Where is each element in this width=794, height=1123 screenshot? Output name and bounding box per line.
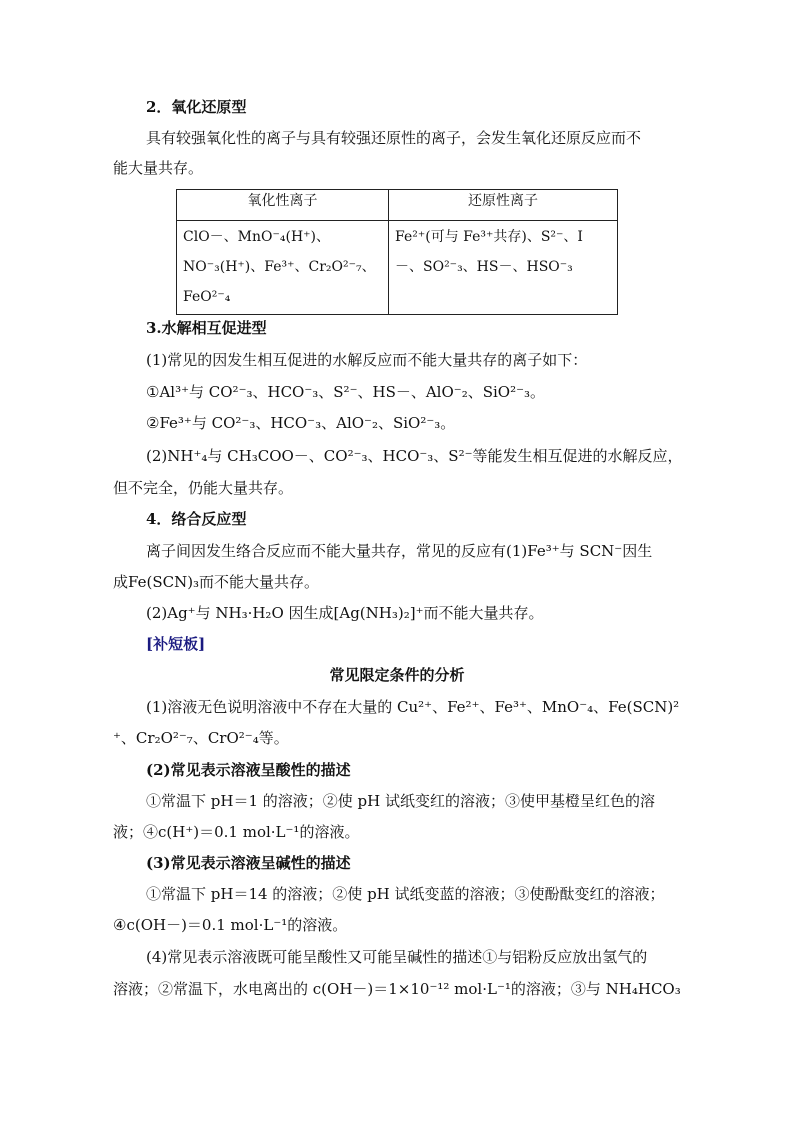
paragraph-line: 具有较强氧化性的离子与具有较强还原性的离子，会发生氧化还原反应而不 bbox=[146, 129, 642, 147]
paragraph-line: ②Fe³⁺与 CO²⁻₃、HCO⁻₃、AlO⁻₂、SiO²⁻₃。 bbox=[146, 414, 456, 432]
table-row bbox=[177, 221, 618, 315]
cell-line: NO⁻₃(H⁺)、Fe³⁺、Cr₂O²⁻₇、 bbox=[183, 259, 376, 275]
supplement-tag: [补短板] bbox=[146, 635, 206, 653]
cell-line: ClO－、MnO⁻₄(H⁺)、 bbox=[183, 229, 331, 245]
supplement-title: 常见限定条件的分析 bbox=[329, 666, 465, 684]
subheading-basic: (3)常见表示溶液呈碱性的描述 bbox=[146, 854, 351, 872]
table-header-reducing: 还原性离子 bbox=[389, 190, 618, 221]
paragraph-line: 液；④c(H⁺)＝0.1 mol·L⁻¹的溶液。 bbox=[113, 823, 360, 841]
ion-table bbox=[176, 189, 618, 315]
paragraph-line: (2)Ag⁺与 NH₃·H₂O 因生成[Ag(NH₃)₂]⁺而不能大量共存。 bbox=[146, 604, 544, 622]
paragraph-line: 溶液；②常温下，水电离出的 c(OH－)＝1×10⁻¹² mol·L⁻¹的溶液；③与 NH₄HCO₃ bbox=[113, 980, 681, 998]
paragraph-line: ①常温下 pH＝1 的溶液；②使 pH 试纸变红的溶液；③使甲基橙呈红色的溶 bbox=[146, 792, 655, 810]
paragraph-line: (4)常见表示溶液既可能呈酸性又可能呈碱性的描述①与铝粉反应放出氢气的 bbox=[146, 948, 648, 966]
paragraph-line: (1)常见的因发生相互促进的水解反应而不能大量共存的离子如下： bbox=[146, 351, 588, 369]
paragraph-line: 离子间因发生络合反应而不能大量共存，常见的反应有(1)Fe³⁺与 SCN⁻因生 bbox=[146, 542, 653, 560]
section-heading-complex: 4．络合反应型 bbox=[146, 510, 247, 528]
paragraph-line: 成Fe(SCN)₃而不能大量共存。 bbox=[113, 573, 320, 591]
subheading-acidic: (2)常见表示溶液呈酸性的描述 bbox=[146, 761, 351, 779]
paragraph-line: (2)NH⁺₄与 CH₃COO－、CO²⁻₃、HCO⁻₃、S²⁻等能发生相互促进的水解反应， bbox=[146, 447, 683, 465]
paragraph-line: ①常温下 pH＝14 的溶液；②使 pH 试纸变蓝的溶液；③使酚酞变红的溶液； bbox=[146, 885, 665, 903]
cell-line: FeO²⁻₄ bbox=[183, 289, 231, 305]
table-cell-oxidizing bbox=[177, 221, 389, 315]
table-cell-reducing bbox=[389, 221, 618, 315]
paragraph-line: (1)溶液无色说明溶液中不存在大量的 Cu²⁺、Fe²⁺、Fe³⁺、MnO⁻₄、Fe(SCN)² bbox=[146, 698, 680, 716]
paragraph-line: ⁺、Cr₂O²⁻₇、CrO²⁻₄等。 bbox=[113, 729, 289, 747]
table-header-row bbox=[177, 190, 618, 221]
paragraph-line: ④c(OH－)＝0.1 mol·L⁻¹的溶液。 bbox=[113, 916, 348, 934]
table-header-oxidizing: 氧化性离子 bbox=[177, 190, 389, 221]
paragraph-line: 能大量共存。 bbox=[113, 159, 204, 177]
section-heading-hydrolysis: 3.水解相互促进型 bbox=[146, 319, 267, 337]
section-heading-redox: 2．氧化还原型 bbox=[146, 98, 247, 116]
cell-line: Fe²⁺(可与 Fe³⁺共存)、S²⁻、I bbox=[395, 229, 583, 245]
cell-line: －、SO²⁻₃、HS－、HSO⁻₃ bbox=[395, 259, 573, 275]
paragraph-line: ①Al³⁺与 CO²⁻₃、HCO⁻₃、S²⁻、HS－、AlO⁻₂、SiO²⁻₃。 bbox=[146, 383, 546, 401]
paragraph-line: 但不完全，仍能大量共存。 bbox=[113, 479, 294, 497]
